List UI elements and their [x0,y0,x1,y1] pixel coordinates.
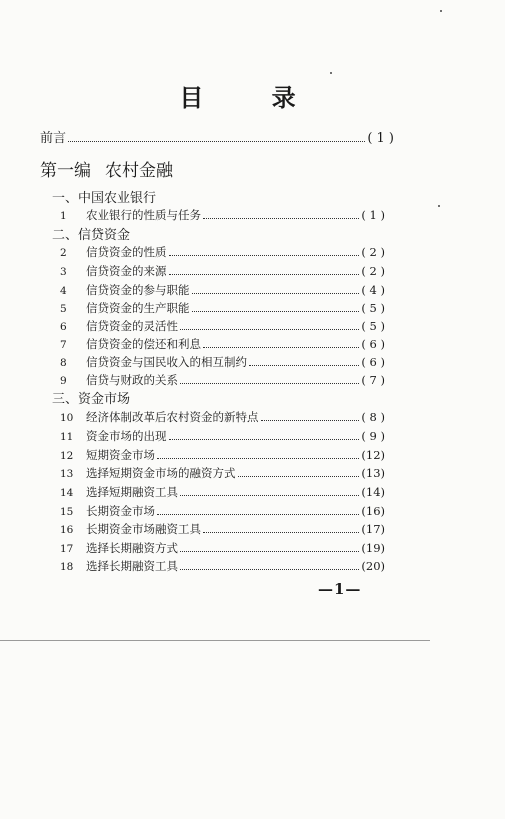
entry-page: (17) [361,522,385,536]
entry-page: (13) [361,466,385,480]
entry-number: 9 [60,375,67,387]
entry-title: 信贷资金的来源 [86,264,167,278]
entry-number: 2 [60,247,67,259]
toc-preface [40,127,394,146]
entry-number: 12 [60,450,74,462]
toc-entry [60,447,385,463]
entry-title: 信贷资金与国民收入的相互制约 [86,355,247,369]
leader-dots [203,526,359,533]
entry-page: (16) [361,504,385,518]
entry-title: 经济体制改革后农村资金的新特点 [86,410,259,424]
toc-entry [60,428,385,444]
leader-dots [180,545,359,552]
leader-dots [180,563,359,570]
leader-dots [180,377,359,384]
scan-speck [438,205,440,207]
toc-entry [60,484,385,500]
entry-title: 信贷资金的参与职能 [86,283,190,297]
leader-dots [157,452,359,459]
entry-title: 选择长期融资方式 [86,541,178,555]
entry-number: 18 [60,561,74,573]
toc-entry [60,503,385,519]
leader-dots [180,489,359,496]
entry-page: ( 6 ) [361,355,385,369]
entry-page: ( 9 ) [361,429,385,443]
toc-entry [60,336,385,352]
entry-title: 短期资金市场 [86,448,155,462]
leader-dots [68,134,365,142]
toc-entry [60,207,385,223]
entry-page: ( 7 ) [361,373,385,387]
entry-number: 4 [60,285,67,297]
leader-dots [192,287,360,294]
toc-entry [60,300,385,316]
entry-page: ( 1 ) [361,208,385,222]
toc-entry [60,318,385,334]
entry-page: ( 5 ) [361,301,385,315]
entry-title: 选择短期资金市场的融资方式 [86,466,236,480]
toc-entry [60,282,385,298]
entry-title: 信贷资金的生产职能 [86,301,190,315]
toc-entry [60,521,385,537]
page-number: —1— [318,580,362,598]
entry-title: 资金市场的出现 [86,429,167,443]
leader-dots [203,341,359,348]
part-heading [40,156,173,181]
preface-page: ( 1 ) [367,131,394,146]
toc-entry [60,244,385,260]
scan-edge-line [0,640,430,641]
entry-number: 13 [60,468,74,480]
toc-entry [60,409,385,425]
entry-page: ( 8 ) [361,410,385,424]
preface-label: 前言 [40,131,67,146]
toc-entry [60,372,385,388]
leader-dots [169,249,360,256]
toc-entry [60,558,385,574]
entry-title: 农业银行的性质与任务 [86,208,201,222]
toc-entry [60,540,385,556]
leader-dots [169,433,360,440]
toc-entry [60,465,385,481]
entry-number: 16 [60,524,74,536]
entry-number: 11 [60,431,74,443]
entry-number: 15 [60,506,74,518]
entry-number: 5 [60,303,67,315]
leader-dots [261,414,360,421]
entry-page: ( 2 ) [361,264,385,278]
leader-dots [249,359,359,366]
entry-title: 信贷资金的灵活性 [86,319,178,333]
toc-entry [60,354,385,370]
entry-number: 1 [60,210,67,222]
part-label: 第一编 [40,161,91,181]
leader-dots [157,508,359,515]
entry-page: (14) [361,485,385,499]
toc-entry [60,263,385,279]
entry-number: 10 [60,412,74,424]
chapter-heading: 二、信贷资金 [52,228,131,243]
leader-dots [169,268,360,275]
scan-speck [440,10,442,12]
entry-page: ( 5 ) [361,319,385,333]
leader-dots [238,470,360,477]
entry-title: 选择短期融资工具 [86,485,178,499]
entry-number: 7 [60,339,67,351]
entry-page: (20) [361,559,385,573]
part-name: 农村金融 [105,161,173,181]
leader-dots [203,212,359,219]
chapter-heading: 三、资金市场 [52,392,131,407]
entry-title: 信贷与财政的关系 [86,373,178,387]
entry-title: 信贷资金的偿还和利息 [86,337,201,351]
entry-number: 3 [60,266,67,278]
entry-page: ( 6 ) [361,337,385,351]
page-title: 目 录 [179,83,326,112]
entry-number: 8 [60,357,67,369]
entry-title: 信贷资金的性质 [86,245,167,259]
chapter-heading: 一、中国农业银行 [52,191,157,206]
leader-dots [180,323,359,330]
entry-title: 选择长期融资工具 [86,559,178,573]
entry-page: ( 2 ) [361,245,385,259]
entry-page: (19) [361,541,385,555]
entry-page: (12) [361,448,385,462]
entry-title: 长期资金市场 [86,504,155,518]
entry-number: 14 [60,487,74,499]
entry-page: ( 4 ) [361,283,385,297]
entry-title: 长期资金市场融资工具 [86,522,201,536]
leader-dots [192,305,360,312]
scan-speck [330,72,332,74]
entry-number: 6 [60,321,67,333]
entry-number: 17 [60,543,74,555]
